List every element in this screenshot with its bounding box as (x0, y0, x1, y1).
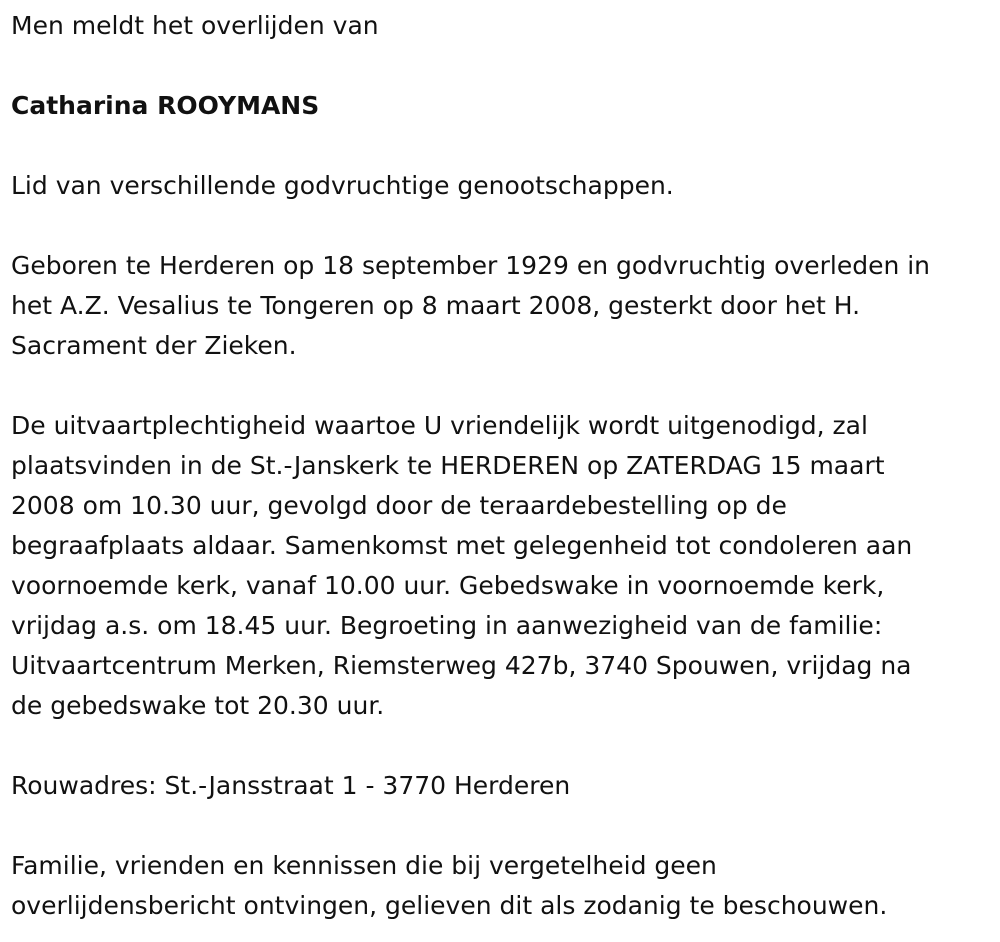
mourning-address-line: Rouwadres: St.-Jansstraat 1 - 3770 Herderen (11, 771, 571, 800)
ceremony-line: de gebedswake tot 20.30 uur. (11, 691, 385, 720)
birth-death-line: Sacrament der Zieken. (11, 331, 297, 360)
ceremony-line: vrijdag a.s. om 18.45 uur. Begroeting in aanwezigheid van de familie: (11, 611, 883, 640)
ceremony-line: voornoemde kerk, vanaf 10.00 uur. Gebedswake in voornoemde kerk, (11, 571, 885, 600)
ceremony-line: Uitvaartcentrum Merken, Riemsterweg 427b, 3740 Spouwen, vrijdag na (11, 651, 912, 680)
membership-line: Lid van verschillende godvruchtige genootschappen. (11, 171, 674, 200)
birth-death-paragraph (11, 246, 996, 366)
ceremony-line: begraafplaats aldaar. Samenkomst met gelegenheid tot condoleren aan (11, 531, 913, 560)
birth-death-line: Geboren te Herderen op 18 september 1929 en godvruchtig overleden in (11, 251, 931, 280)
deceased-name (11, 86, 996, 126)
deceased-name-text: Catharina ROOYMANS (11, 91, 320, 120)
intro-text (11, 6, 996, 46)
mourning-address (11, 766, 996, 806)
intro-line: Men meldt het overlijden van (11, 11, 379, 40)
membership-text (11, 166, 996, 206)
closing-line: Familie, vrienden en kennissen die bij vergetelheid geen (11, 851, 717, 880)
ceremony-line: De uitvaartplechtigheid waartoe U vriendelijk wordt uitgenodigd, zal (11, 411, 868, 440)
closing-paragraph (11, 846, 996, 926)
closing-line: overlijdensbericht ontvingen, gelieven dit als zodanig te beschouwen. (11, 891, 888, 920)
ceremony-line: 2008 om 10.30 uur, gevolgd door de teraardebestelling op de (11, 491, 787, 520)
birth-death-line: het A.Z. Vesalius te Tongeren op 8 maart 2008, gesterkt door het H. (11, 291, 861, 320)
ceremony-line: plaatsvinden in de St.-Janskerk te HERDEREN op ZATERDAG 15 maart (11, 451, 885, 480)
ceremony-paragraph (11, 406, 996, 726)
